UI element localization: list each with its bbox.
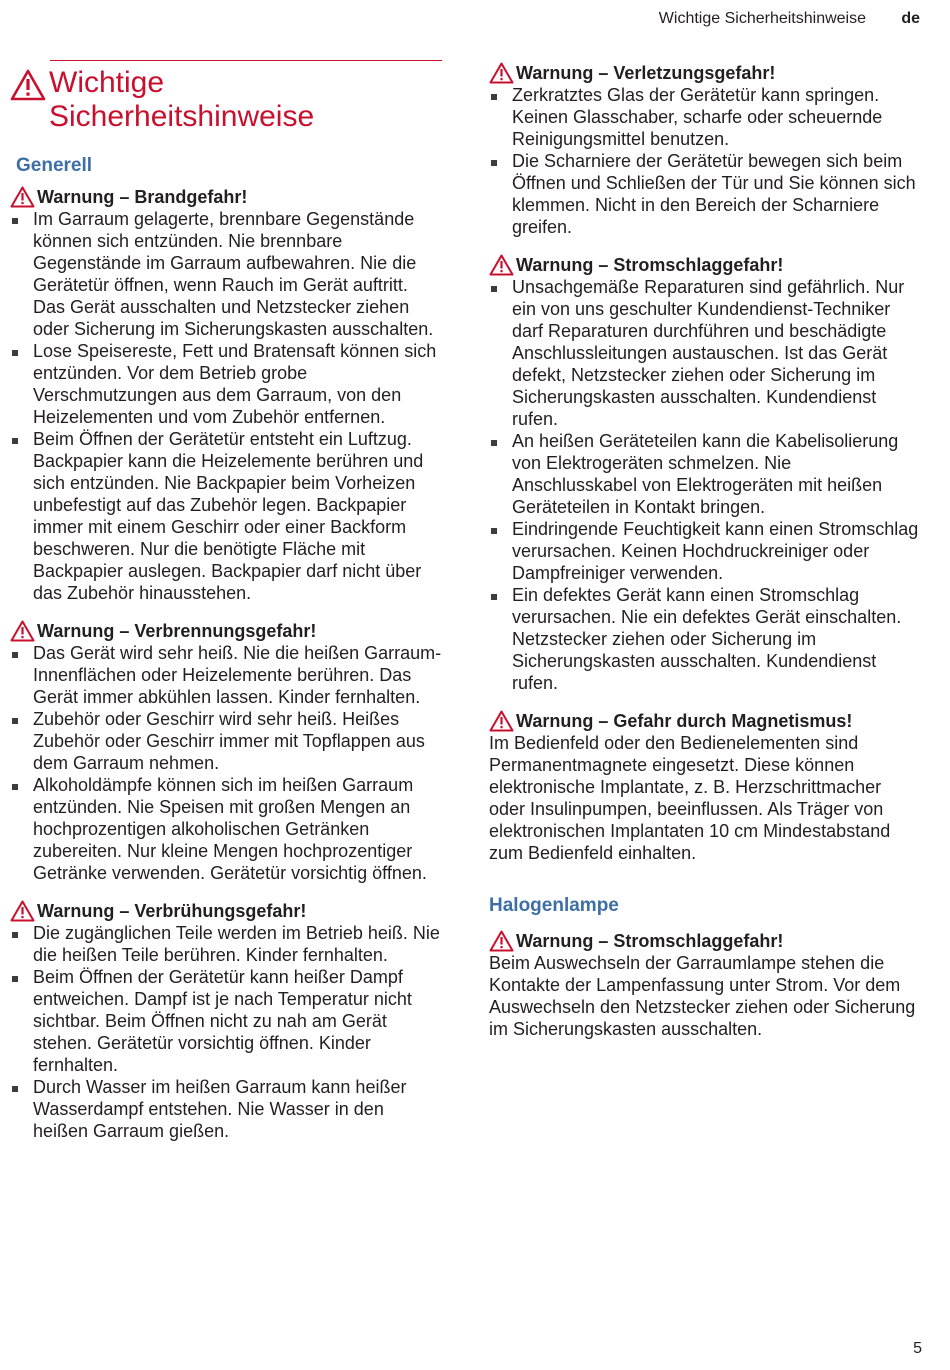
warning-triangle-icon xyxy=(489,930,514,952)
bullet-list xyxy=(489,276,919,694)
bullet-square-icon xyxy=(12,932,18,938)
list-item-text: Eindringende Feuchtigkeit kann einen Stromschlag verursachen. Keinen Hochdruckreiniger oder Dampfreiniger verwenden. xyxy=(512,519,919,583)
list-item-text: Die zugänglichen Teile werden im Betrieb heiß. Nie die heißen Teile berühren. Kinder fernhalten. xyxy=(33,923,440,965)
list-item-text: Die Scharniere der Gerätetür bewegen sich beim Öffnen und Schließen der Tür und Sie können sich klemmen. Nicht in den Bereich der Scharniere greifen. xyxy=(512,151,916,237)
warning-title: Warnung – Verbrennungsgefahr! xyxy=(37,621,317,641)
warning-scald xyxy=(10,900,442,1142)
list-item xyxy=(10,642,442,708)
bullet-square-icon xyxy=(491,94,497,100)
list-item xyxy=(489,430,919,518)
bullet-square-icon xyxy=(12,350,18,356)
bullet-square-icon xyxy=(491,594,497,600)
list-item xyxy=(489,276,919,430)
warning-triangle-icon xyxy=(489,254,514,276)
list-item xyxy=(10,708,442,774)
warning-heading xyxy=(489,254,919,276)
warning-heading xyxy=(10,186,442,208)
list-item-text: Durch Wasser im heißen Garraum kann heißer Wasserdampf entstehen. Nie Wasser in den heißen Garraum gießen. xyxy=(33,1077,407,1141)
warning-title: Warnung – Stromschlaggefahr! xyxy=(516,255,784,275)
bullet-square-icon xyxy=(12,652,18,658)
bullet-square-icon xyxy=(491,528,497,534)
left-column xyxy=(10,60,442,1158)
running-header xyxy=(0,10,950,30)
warning-halogen-shock xyxy=(489,930,919,1040)
bullet-list xyxy=(489,84,919,238)
page-title-line-1: Wichtige xyxy=(49,66,165,99)
list-item xyxy=(10,208,442,340)
list-item xyxy=(489,150,919,238)
bullet-list xyxy=(10,922,442,1142)
bullet-square-icon xyxy=(12,438,18,444)
page-number: 5 xyxy=(913,1340,922,1357)
bullet-square-icon xyxy=(12,1086,18,1092)
list-item xyxy=(10,966,442,1076)
bullet-square-icon xyxy=(12,976,18,982)
warning-title: Warnung – Verletzungsgefahr! xyxy=(516,63,776,83)
section-heading-general: Generell xyxy=(16,155,93,176)
list-item-text: Alkoholdämpfe können sich im heißen Garraum entzünden. Nie Speisen mit großen Mengen an hochprozentigen alkoholischen Getränken zubereiten. Nur kleine Mengen hochprozentiger Getränke verwenden. Gerätetür vorsichtig öffnen. xyxy=(33,775,427,883)
list-item-text: Zerkratztes Glas der Gerätetür kann springen. Keinen Glasschaber, scharfe oder scheuernde Reinigungsmittel benutzen. xyxy=(512,85,883,149)
warning-triangle-icon xyxy=(10,186,35,208)
warning-title: Warnung – Gefahr durch Magnetismus! xyxy=(516,711,853,731)
list-item-text: Zubehör oder Geschirr wird sehr heiß. Heißes Zubehör oder Geschirr immer mit Topflappen aus dem Garraum nehmen. xyxy=(33,709,425,773)
bullet-square-icon xyxy=(491,160,497,166)
warning-magnetism xyxy=(489,710,919,864)
page-title xyxy=(49,66,442,134)
warning-triangle-icon xyxy=(489,710,514,732)
list-item-text: Das Gerät wird sehr heiß. Nie die heißen Garraum-Innenflächen oder Heizelemente berühren. Das Gerät immer abkühlen lassen. Kinder fernhalten. xyxy=(33,643,442,707)
warning-triangle-icon xyxy=(10,620,35,642)
list-item-text: Lose Speisereste, Fett und Bratensaft können sich entzünden. Vor dem Betrieb grobe Verschmutzungen aus dem Garraum, von den Heizelementen und vom Zubehör entfernen. xyxy=(33,341,437,427)
page-title-block xyxy=(10,66,442,134)
warning-injury xyxy=(489,62,919,238)
warning-electric-shock xyxy=(489,254,919,694)
bullet-square-icon xyxy=(12,218,18,224)
warning-text: Im Bedienfeld oder den Bedienelementen sind Permanentmagnete eingesetzt. Diese können elektronische Implantate, z. B. Herzschrittmacher oder Insulinpumpen, beeinflussen. Als Träger von elektronischen Implantaten 10 cm Mindestabstand zum Bedienfeld einhalten. xyxy=(489,733,891,863)
list-item xyxy=(489,584,919,694)
section-heading-halogen: Halogenlampe xyxy=(489,895,619,916)
bullet-list xyxy=(10,642,442,884)
warning-heading xyxy=(489,710,919,732)
warning-triangle-icon xyxy=(489,62,514,84)
warning-title: Warnung – Brandgefahr! xyxy=(37,187,248,207)
warning-triangle-icon xyxy=(10,69,46,101)
list-item xyxy=(10,922,442,966)
list-item xyxy=(10,340,442,428)
list-item xyxy=(10,428,442,604)
list-item-text: Beim Öffnen der Gerätetür entsteht ein Luftzug. Backpapier kann die Heizelemente berühren und sich entzünden. Nie Backpapier beim Vorheizen unbefestigt auf das Zubehör legen. Backpapier immer mit einem Geschirr oder einer Backform beschweren. Nur die benötigte Fläche mit Backpapier auslegen. Backpapier darf nicht über das Zubehör hinausstehen. xyxy=(33,429,424,603)
bullet-square-icon xyxy=(12,718,18,724)
list-item-text: Beim Öffnen der Gerätetür kann heißer Dampf entweichen. Dampf ist je nach Temperatur nicht sichtbar. Beim Öffnen nicht zu nah am Gerät stehen. Gerätetür vorsichtig öffnen. Kinder fernhalten. xyxy=(33,967,412,1075)
language-code: de xyxy=(901,10,920,27)
bullet-list xyxy=(10,208,442,604)
list-item-text: Unsachgemäße Reparaturen sind gefährlich. Nur ein von uns geschulter Kundendienst-Techniker darf Reparaturen durchführen und beschädigte Anschlussleitungen austauschen. Ist das Gerät defekt, Netzstecker ziehen oder Sicherung im Sicherungskasten ausschalten. Kundendienst rufen. xyxy=(512,277,905,429)
warning-triangle-icon xyxy=(10,900,35,922)
warning-heading xyxy=(489,62,919,84)
warning-heading xyxy=(10,900,442,922)
bullet-square-icon xyxy=(491,286,497,292)
list-item xyxy=(10,774,442,884)
title-rule xyxy=(50,60,442,61)
warning-title: Warnung – Verbrühungsgefahr! xyxy=(37,901,307,921)
bullet-square-icon xyxy=(491,440,497,446)
list-item-text: Ein defektes Gerät kann einen Stromschlag verursachen. Nie ein defektes Gerät einschalten. Netzstecker ziehen oder Sicherung im Sicherungskasten ausschalten. Kundendienst rufen. xyxy=(512,585,902,693)
list-item-text: Im Garraum gelagerte, brennbare Gegenstände können sich entzünden. Nie brennbare Gegenstände im Garraum aufbewahren. Nie die Gerätetür öffnen, wenn Rauch im Gerät auftritt. Das Gerät ausschalten und Netzstecker ziehen oder Sicherung im Sicherungskasten ausschalten. xyxy=(33,209,434,339)
warning-heading xyxy=(10,620,442,642)
list-item xyxy=(489,84,919,150)
header-title: Wichtige Sicherheitshinweise xyxy=(658,10,866,27)
page-title-line-2: Sicherheitshinweise xyxy=(49,100,315,133)
warning-text: Beim Auswechseln der Garraumlampe stehen die Kontakte der Lampenfassung unter Strom. Vor dem Auswechseln den Netzstecker ziehen oder Sicherung im Sicherungskasten ausschalten. xyxy=(489,953,916,1039)
right-column xyxy=(489,62,919,1056)
warning-burn xyxy=(10,620,442,884)
list-item xyxy=(10,1076,442,1142)
warning-heading xyxy=(489,930,919,952)
warning-title: Warnung – Stromschlaggefahr! xyxy=(516,931,784,951)
bullet-square-icon xyxy=(12,784,18,790)
list-item-text: An heißen Geräteteilen kann die Kabelisolierung von Elektrogeräten schmelzen. Nie Anschlusskabel von Elektrogeräten mit heißen Geräteteilen in Kontakt bringen. xyxy=(512,431,899,517)
warning-fire xyxy=(10,186,442,604)
list-item xyxy=(489,518,919,584)
